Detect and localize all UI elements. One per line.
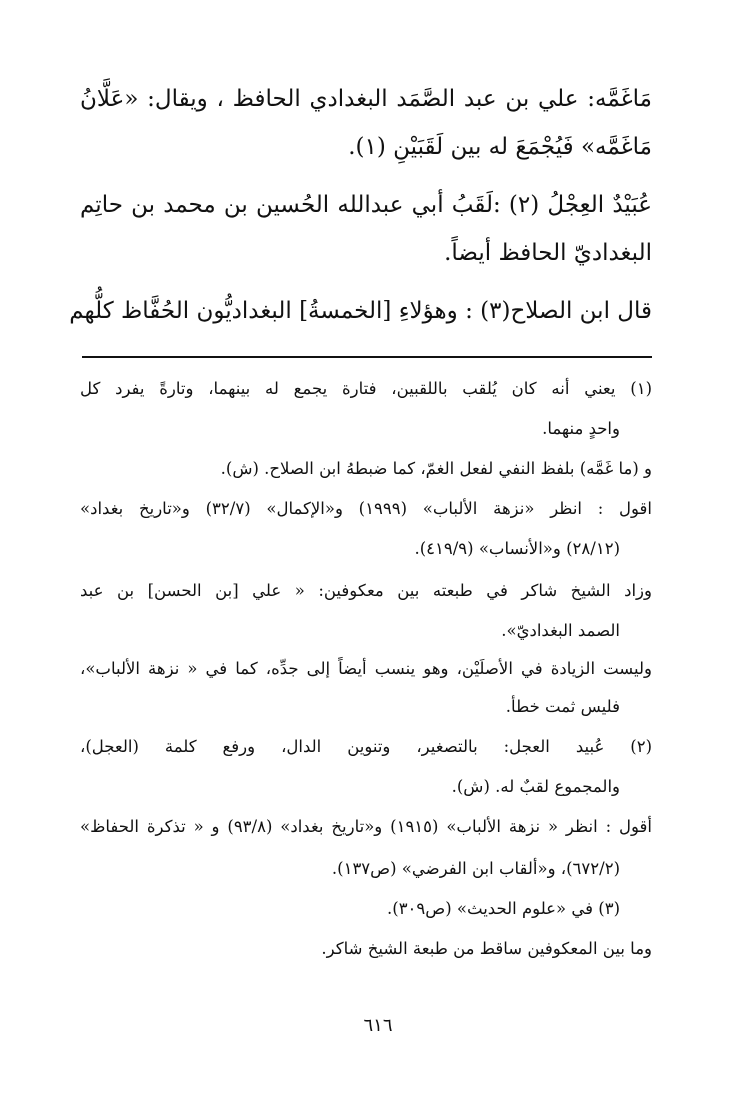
footnote-line: و (ما غَمَّه) بلفظ النفي لفعل الغمّ، كما ضبطهُ ابن الصلاح. (ش). (220, 459, 652, 478)
footnote-line: والمجموع لقبٌ له. (ش). (451, 777, 620, 796)
footnote-line: وليست الزيادة في الأصلَيْن، وهو ينسب أيضاً إلى جدِّه، كما في « نزهة الألباب»، (80, 659, 652, 678)
main-text-line: عُبَيْدٌ العِجْلُ (٢) :لَقَبُ أبي عبدالله الحُسين بن محمد بن حاتِم (80, 192, 653, 218)
footnote-line: الصمد البغداديّ». (501, 621, 620, 640)
footnote-line: وزاد الشيخ شاكر في طبعته بين معكوفين: « علي [بن الحسن] بن عبد (80, 581, 652, 600)
footnote-separator (82, 356, 652, 358)
main-text-line: مَاغَمَّه» فَيُجْمَعَ له بين لَقَبَيْنِ (١). (348, 134, 652, 160)
footnote-line: (٣) في «علوم الحديث» (ص٣٠٩). (387, 899, 620, 918)
main-text-line: مَاغَمَّه: علي بن عبد الصَّمَد البغدادي الحافظ ، ويقال: «عَلَّانُ (80, 86, 652, 112)
footnote-line: وما بين المعكوفين ساقط من طبعة الشيخ شاكر. (321, 939, 652, 958)
footnote-line: أقول : انظر « نزهة الألباب» (١٩١٥) و«تاريخ بغداد» (٩٣/٨) و « تذكرة الحفاظ» (80, 817, 653, 836)
main-text-line: قال ابن الصلاح(٣) : وهؤلاءِ [الخمسةُ] البغداديُّون الحُفَّاظ كلُّهم (69, 298, 652, 324)
footnote-line: فليس ثمت خطأ. (505, 697, 620, 716)
footnote-line: (٢٨/١٢) و«الأنساب» (٤١٩/٩). (414, 539, 620, 558)
footnote-line: اقول : انظر «نزهة الألباب» (١٩٩٩) و«الإكمال» (٣٢/٧) و«تاريخ بغداد» (80, 499, 653, 518)
footnote-line: (٢) عُبيد العجل: بالتصغير، وتنوين الدال، ورفع كلمة (العجل)، (80, 737, 652, 756)
footnote-line: (٦٧٢/٢)، و«ألقاب ابن الفرضي» (ص١٣٧). (331, 859, 620, 878)
footnote-line: (١) يعني أنه كان يُلقب باللقبين، فتارة يجمع له بينهما، وتارةً يفرد كل (80, 379, 652, 398)
page-number: ٦١٦ (363, 1015, 393, 1036)
main-text-line: البغداديّ الحافظ أيضاً. (444, 240, 652, 266)
footnote-line: واحدٍ منهما. (542, 419, 620, 438)
